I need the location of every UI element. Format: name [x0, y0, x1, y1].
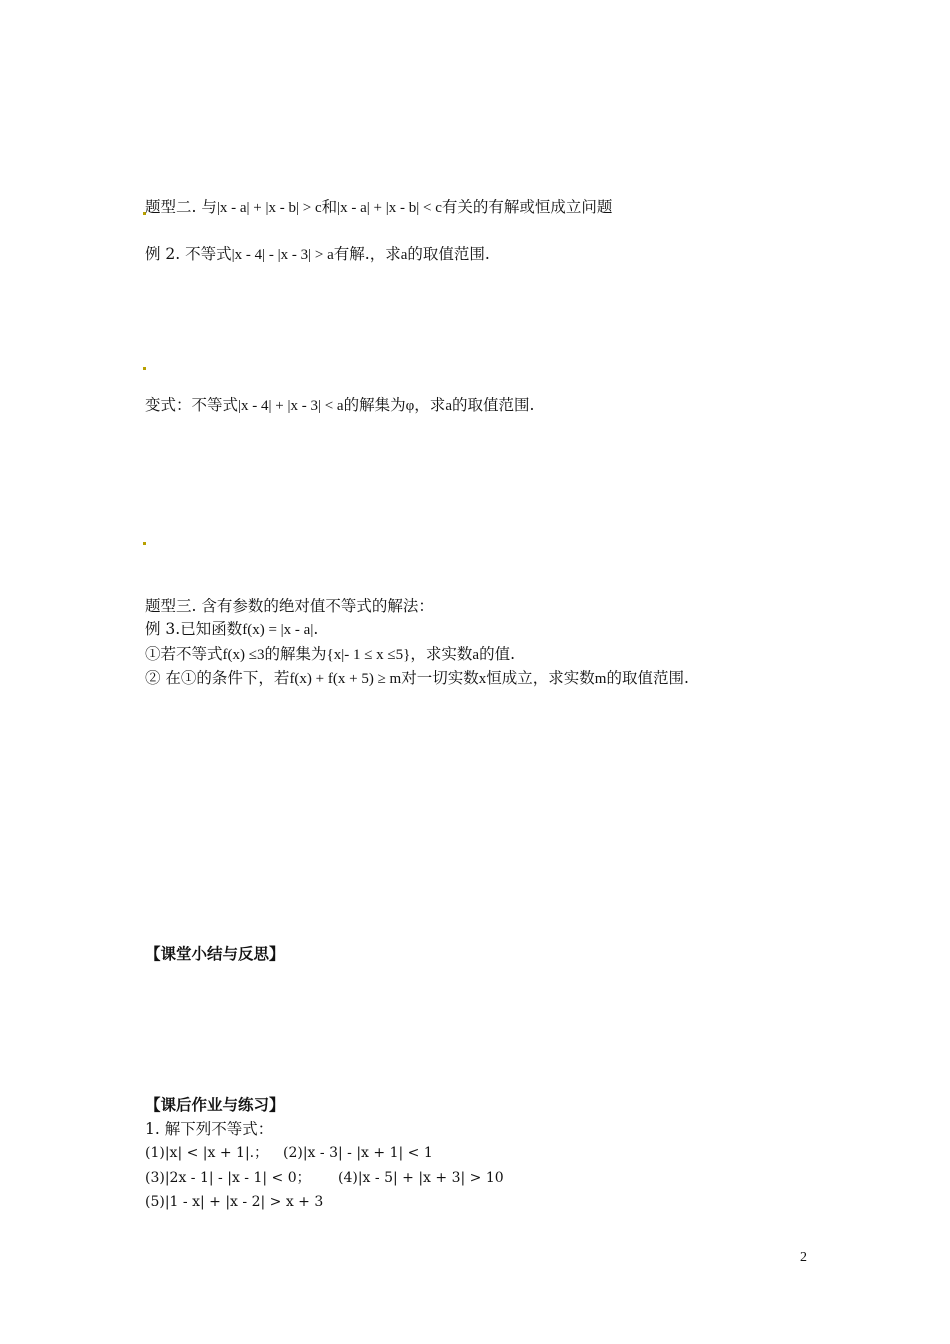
edit-mark	[143, 542, 146, 545]
homework-title: 【课后作业与练习】	[145, 1095, 285, 1114]
edit-mark	[143, 367, 146, 370]
part1: ①若不等式f(x) ≤3的解集为{x|- 1 ≤ x ≤5}，求实数a的值.	[145, 645, 515, 663]
example2: 例 2. 不等式|x - 4| - |x - 3| > a有解.，求a的取值范围.	[145, 245, 490, 263]
part1-set: {x|- 1 ≤ x ≤5}	[326, 647, 411, 663]
homework-item-3: (3)|2x - 1| - |x - 1| < 0；	[145, 1170, 311, 1186]
homework-item-1: (1)|x| < |x + 1|.；	[145, 1145, 269, 1161]
expr-sum-less: |x - a| + |x - b| < c	[337, 200, 442, 216]
homework-intro: 1. 解下列不等式：	[145, 1120, 274, 1138]
section2-title: 题型二. 与|x - a| + |x - b| > c和|x - a| + |x - b| < c有关的有解或恒成立问题	[145, 198, 613, 216]
homework-item-2: (2)|x - 3| - |x + 1| < 1	[283, 1145, 433, 1161]
variant: 变式：不等式|x - 4| + |x - 3| < a的解集为φ，求a的取值范围.	[145, 396, 535, 414]
homework-item-4: (4)|x - 5| + |x + 3| > 10	[338, 1170, 504, 1186]
example3-expr: f(x) = |x - a|	[242, 622, 314, 638]
part2: ② 在①的条件下，若f(x) + f(x + 5) ≥ m对一切实数x恒成立，求实数m的取值范围.	[145, 669, 689, 687]
example2-expr: |x - 4| - |x - 3| > a	[231, 247, 334, 263]
example3: 例 3.已知函数f(x) = |x - a|.	[145, 620, 319, 638]
part2-expr: f(x) + f(x + 5) ≥ m	[289, 671, 402, 687]
part1-expr: f(x) ≤3	[222, 647, 265, 663]
expr-sum-greater: |x - a| + |x - b| > c	[216, 200, 322, 216]
homework-item-5: (5)|1 - x| + |x - 2| > x + 3	[145, 1194, 324, 1210]
variant-expr: |x - 4| + |x - 3| < a	[238, 398, 344, 414]
section3-title: 题型三. 含有参数的绝对值不等式的解法：	[145, 597, 434, 615]
page-number: 2	[800, 1250, 807, 1265]
summary-title: 【课堂小结与反思】	[145, 944, 285, 963]
